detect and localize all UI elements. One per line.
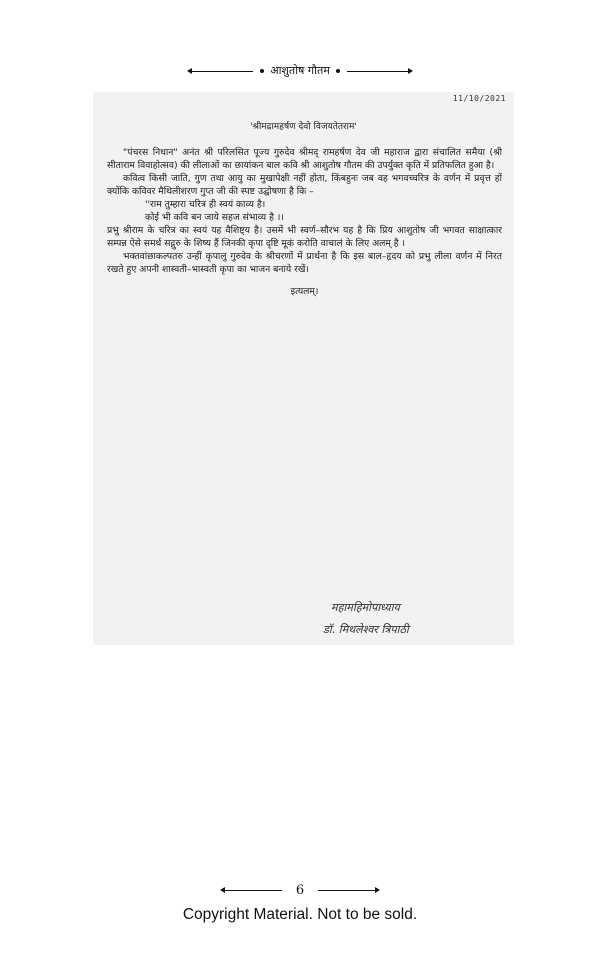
header-right-dot <box>336 69 340 73</box>
header-right-arrow <box>347 71 409 72</box>
quote-line-1: ''राम तुम्हारा चरित्र ही स्वयं काव्य है। <box>145 199 266 210</box>
quote-line-2: कोई भी कवि बन जाये सहज संभाव्य है ।। <box>145 212 284 223</box>
footer-left-arrow <box>224 890 282 891</box>
letter-date: 11/10/2021 <box>452 94 506 103</box>
paragraph-2: कवित्व किसी जाति, गुण तथा आयु का मुखापेक्षी नहीं होता, किंबहुनः जब वह भगवच्चरित्र के वर्णन में प्रवृत्त हों क्योंकि कविवर मैथिलीशरण गुप्त जी की स्पष्ट उद्घोषणा है कि – <box>107 173 502 197</box>
header-left-dot <box>260 69 264 73</box>
letter-title: 'श्रीमद्रामहर्षण देवो विजयतेतराम' <box>250 122 357 132</box>
signature <box>323 597 409 641</box>
signature-name: डॉ. मिथलेश्वर त्रिपाठी <box>323 623 409 636</box>
header-author: आशुतोष गौतम <box>270 64 330 77</box>
page-number: 6 <box>295 883 305 898</box>
running-header <box>0 63 600 78</box>
paragraph-1: "पंचरस निधान" अनंत श्री परिलसित पूज्य गुरुदेव श्रीमद् रामहर्षण देव जी महाराज द्वारा संचालित समैया (श्री सीताराम विवाहोत्सव) की लीलाओं का छायांकन बाल कवि श्री आशुतोष गौतम की उपर्युक्त कृति में प्रतिफलित हुआ है। <box>107 147 502 171</box>
page-number-row <box>0 883 600 898</box>
letter-body <box>107 146 502 298</box>
paragraph-3: प्रभु श्रीराम के चरित्र का स्वयं यह वैशिष्ट्य है। उसमें भी स्वर्ण–सौरभ यह है कि प्रिय आशुतोष जी भगवत साक्षात्कार सम्पन्न ऐसे समर्थ सद्गुरु के शिष्य हैं जिनकी कृपा दृष्टि मूकं करोति वाचालं के लिए अलम् है । <box>107 225 502 249</box>
paragraph-4: भक्तवांछाकल्पतरु उन्हीं कृपालु गुरुदेव के श्रीचरणों में प्रार्थना है कि इस बाल–हृदय को प्रभु लीला वर्णन में निरत रखते हुए अपनी शास्वती–भास्वती कृपा का भाजन बनाये रखें। <box>107 251 502 275</box>
header-left-arrow <box>191 71 253 72</box>
copyright-notice: Copyright Material. Not to be sold. <box>182 906 418 923</box>
closing-line: इत्यलम्। <box>290 286 319 297</box>
scanned-letter <box>93 92 514 645</box>
footer-right-arrow <box>318 890 376 891</box>
signature-title: महामहिमोपाध्याय <box>331 601 400 614</box>
